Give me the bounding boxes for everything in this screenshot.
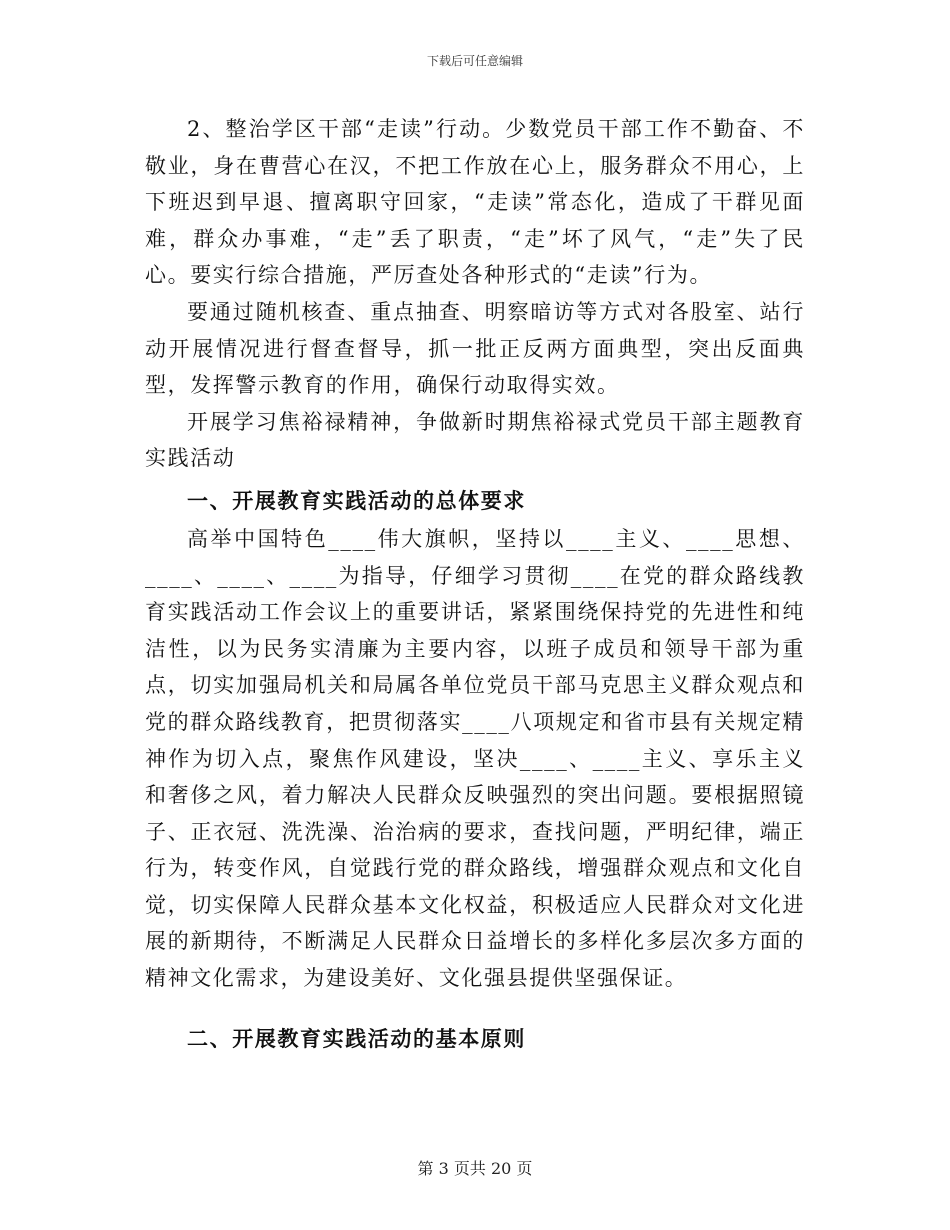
section-heading-basic-principles: 二、开展教育实践活动的基本原则	[187, 1025, 526, 1051]
section-heading-overall-requirements: 一、开展教育实践活动的总体要求	[187, 487, 526, 513]
document-body	[145, 111, 805, 1059]
page-footer: 第 3 页共 20 页	[417, 1159, 533, 1178]
paragraph-inspection: 要通过随机核查、重点抽查、明察暗访等方式对各股室、站行动开展情况进行督查督导，抓一批正反两方面典型，突出反面典型，发挥警示教育的作用，确保行动取得实效。	[145, 299, 805, 398]
paragraph-activity-title: 开展学习焦裕禄精神，争做新时期焦裕禄式党员干部主题教育实践活动	[145, 409, 805, 471]
paragraph-zoudu-rectification: 2、整治学区干部“走读”行动。少数党员干部工作不勤奋、不敬业，身在曹营心在汉，不把工作放在心上，服务群众不用心，上下班迟到早退、擅离职守回家，“走读”常态化，造成了干群见面难，群众办事难，“走”丢了职责，“走”坏了风气，“走”失了民心。要实行综合措施，严厉查处各种形式的“走读”行为。	[145, 117, 805, 288]
paragraph-overall-requirements: 高举中国特色____伟大旗帜，坚持以____主义、____思想、____、____、____为指导，仔细学习贯彻____在党的群众路线教育实践活动工作会议上的重要讲话，紧紧围绕保持党的先进性和纯洁性，以为民务实清廉为主要内容，以班子成员和领导干部为重点，切实加强局机关和局属各单位党员干部马克思主义群众观点和党的群众路线教育，把贯彻落实____八项规定和省市县有关规定精神作为切入点，聚焦作风建设，坚决____、____主义、享乐主义和奢侈之风，着力解决人民群众反映强烈的突出问题。要根据照镜子、正衣冠、洗洗澡、治治病的要求，查找问题，严明纪律，端正行为，转变作风，自觉践行党的群众路线，增强群众观点和文化自觉，切实保障人民群众基本文化权益，积极适应人民群众对文化进展的新期待，不断满足人民群众日益增长的多样化多层次多方面的精神文化需求，为建设美好、文化强县提供坚强保证。	[145, 526, 805, 991]
page-header: 下载后可任意编辑	[426, 54, 523, 68]
